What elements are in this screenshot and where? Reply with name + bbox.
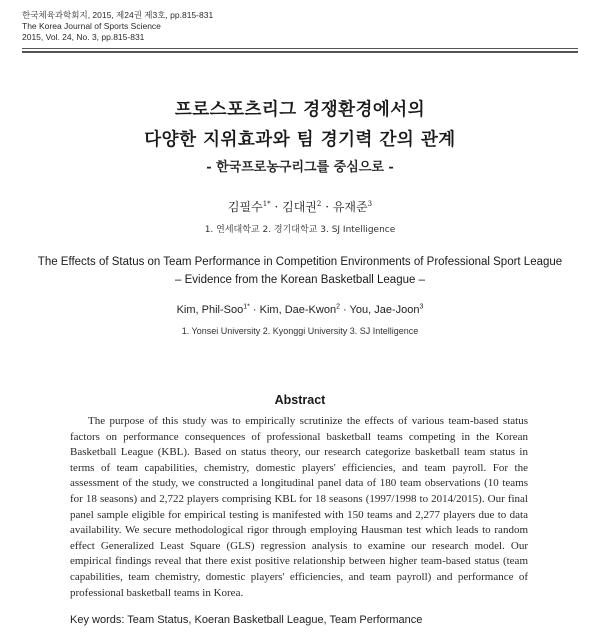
author-mark: 2 (336, 303, 340, 311)
author-separator: · (249, 304, 260, 316)
korean-title-line1: 프로스포츠리그 경쟁환경에서의 (174, 100, 426, 120)
english-title-line1: The Effects of Status on Team Performance in Competition Environments of Professional Sport League (37, 256, 563, 268)
korean-affiliations: 1. 연세대학교 2. 경기대학교 3. SJ Intelligence (204, 225, 396, 235)
author-separator: · (270, 200, 283, 214)
header-rule-thin (22, 48, 578, 49)
header-rule-thick (22, 51, 578, 53)
korean-title-line2: 다양한 지위효과와 팀 경기력 간의 관계 (144, 130, 456, 150)
english-title-line2: – Evidence from the Korean Basketball League – (175, 274, 425, 286)
english-affiliations: 1. Yonsei University 2. Kyonggi University 3. SJ Intelligence (181, 326, 419, 336)
journal-citation-korean: 한국체육과학회지, 2015, 제24권 제3호, pp.815-831 (22, 10, 214, 20)
keywords: Key words: Team Status, Koeran Basketball League, Team Performance (70, 614, 423, 626)
author-mark: 1* (243, 303, 250, 311)
journal-citation-english: 2015, Vol. 24, No. 3, pp.815-831 (22, 32, 145, 42)
english-author-name: You, Jae-Joon (349, 304, 420, 316)
author-mark: 2 (316, 200, 322, 208)
author-mark: 3 (419, 303, 424, 311)
english-author-name: Kim, Dae-Kwon (259, 304, 337, 316)
korean-subtitle: - 한국프로농구리그를 중심으로 - (206, 160, 394, 175)
korean-author-name: 김필수 (227, 200, 263, 214)
author-separator: · (339, 304, 350, 316)
english-authors (0, 304, 600, 316)
abstract-heading: Abstract (274, 393, 326, 407)
english-author-name: Kim, Phil-Soo (176, 304, 244, 316)
author-mark: 3 (367, 200, 373, 208)
author-mark: 1* (262, 200, 271, 208)
abstract-body: The purpose of this study was to empirically scrutinize the effects of various team-based status factors on performance consequences of professional basketball teams competing in the Korean Basketball League (KBL). Based on status theory, our research categorize basketball team status in terms of team capabilities, chemistry, domestic players' efficiencies, and team payroll. For the assessment of the study, we constructed a longitudinal panel data of 180 team observations (10 teams for 18 seasons) and 2,722 players comprising KBL for 18 seasons (1997/1998 to 2014/2015). Our final panel sample eligible for empirical testing is manifested with 150 teams and 2,277 players due to data availability. We secure methodological rigor through employing Hausman test which leads to random effect Generalized Least Square (GLS) regression analysis to examine our research model. Our empirical findings reveal that there exist positive relationship between higher team-based status (team capabilities, team chemistry, domestic players' efficiencies, and team payroll) and performance of professional basketball teams in Korea. (70, 415, 528, 599)
journal-name-english: The Korea Journal of Sports Science (22, 21, 161, 31)
korean-author-name: 유재준 (332, 200, 368, 214)
author-separator: · (321, 200, 333, 214)
korean-author-name: 김대권 (282, 200, 317, 214)
korean-authors (0, 198, 600, 215)
journal-header (22, 10, 213, 43)
